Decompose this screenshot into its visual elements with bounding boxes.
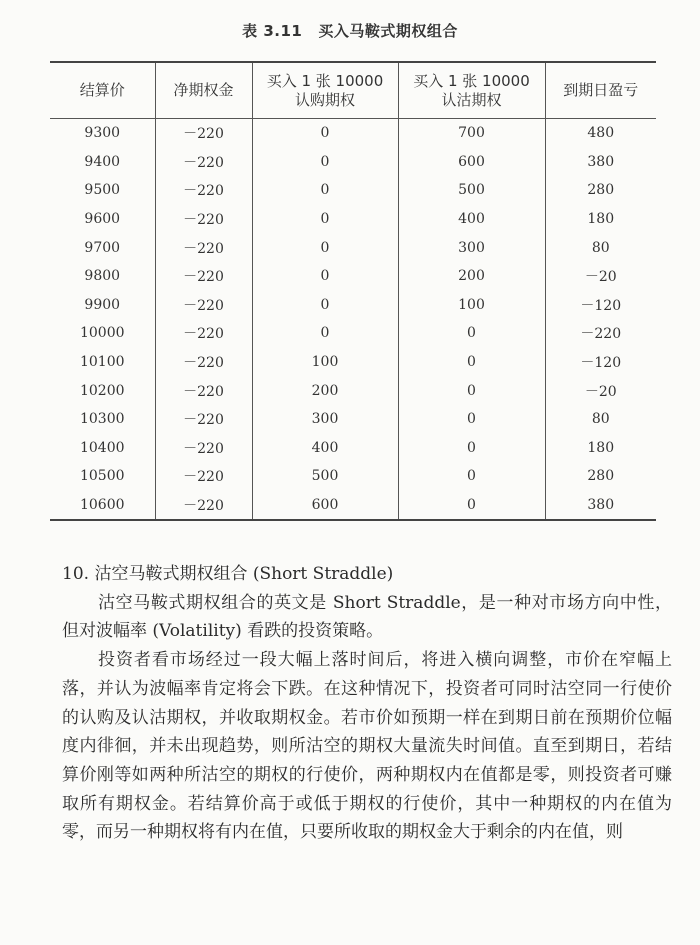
cell-put-value: 700 <box>398 119 545 148</box>
cell-expiry-pnl: 480 <box>545 119 656 148</box>
cell-settlement-price: 9300 <box>84 125 121 142</box>
table-row <box>50 205 656 234</box>
table-row <box>50 405 656 434</box>
cell-call-value: 0 <box>252 291 398 320</box>
cell-expiry-pnl: 280 <box>545 176 656 205</box>
cell-expiry-pnl: 80 <box>545 233 656 262</box>
cell-expiry-pnl: －220 <box>545 319 656 348</box>
cell-net-premium: －220 <box>155 205 252 234</box>
cell-call-value: 0 <box>252 148 398 177</box>
cell-put-value: 0 <box>398 405 545 434</box>
header-expiry-pnl: 到期日盈亏 <box>545 62 656 119</box>
table-row <box>50 176 656 205</box>
table-number: 表 3.11 <box>242 22 303 40</box>
table-header-row <box>50 62 656 119</box>
cell-expiry-pnl: 380 <box>545 491 656 521</box>
cell-net-premium: －220 <box>155 119 252 148</box>
cell-call-value: 0 <box>252 176 398 205</box>
cell-call-value: 400 <box>252 434 398 463</box>
cell-put-value: 400 <box>398 205 545 234</box>
header-buy-put: 买入 1 张 10000 认沽期权 <box>398 62 545 119</box>
cell-settlement-price: 10100 <box>79 354 125 371</box>
cell-expiry-pnl: －20 <box>545 262 656 291</box>
cell-put-value: 300 <box>398 233 545 262</box>
table-row <box>50 491 656 521</box>
cell-net-premium: －220 <box>155 462 252 491</box>
section-heading: 10. 沽空马鞍式期权组合 (Short Straddle) <box>62 564 394 584</box>
table-row <box>50 348 656 377</box>
cell-expiry-pnl: －20 <box>545 376 656 405</box>
header-net-premium: 净期权金 <box>155 62 252 119</box>
cell-expiry-pnl: －120 <box>545 348 656 377</box>
table-row <box>50 291 656 320</box>
table-row <box>50 148 656 177</box>
cell-put-value: 0 <box>398 462 545 491</box>
table-caption <box>0 20 700 41</box>
header-settlement-price: 结算价 <box>50 62 155 119</box>
cell-put-value: 0 <box>398 491 545 521</box>
cell-settlement-price: 9700 <box>84 239 121 256</box>
cell-net-premium: －220 <box>155 434 252 463</box>
section-text <box>62 560 672 847</box>
cell-put-value: 500 <box>398 176 545 205</box>
paragraph: 投资者看市场经过一段大幅上落时间后，将进入横向调整，市价在窄幅上落，并认为波幅率肯定将会下跌。在这种情况下，投资者可同时沽空同一行使价的认购及认沽期权，并收取期权金。若市价如预期一样在到期日前在预期价位幅度内徘徊，并未出现趋势，则所沽空的期权大量流失时间值。直至到期日，若结算价刚等如两种所沽空的期权的行使价，两种期权内在值都是零，则投资者可赚取所有期权金。若结算价高于或低于期权的行使价，其中一种期权的内在值为零，而另一种期权将有内在值，只要所收取的期权金大于剩余的内在值，则 <box>62 650 672 843</box>
cell-put-value: 0 <box>398 348 545 377</box>
cell-call-value: 0 <box>252 119 398 148</box>
cell-put-value: 100 <box>398 291 545 320</box>
straddle-table <box>50 61 656 521</box>
cell-put-value: 0 <box>398 376 545 405</box>
cell-call-value: 0 <box>252 319 398 348</box>
cell-net-premium: －220 <box>155 405 252 434</box>
cell-call-value: 600 <box>252 491 398 521</box>
cell-net-premium: －220 <box>155 148 252 177</box>
paragraph: 沽空马鞍式期权组合的英文是 Short Straddle，是一种对市场方向中性，但对波幅率 (Volatility) 看跌的投资策略。 <box>62 592 672 642</box>
cell-settlement-price: 10600 <box>50 491 155 521</box>
cell-settlement-price: 9400 <box>84 153 121 170</box>
cell-settlement-price: 9800 <box>84 268 121 285</box>
cell-expiry-pnl: －120 <box>545 291 656 320</box>
table-row <box>50 462 656 491</box>
cell-call-value: 300 <box>252 405 398 434</box>
table-row <box>50 119 656 148</box>
cell-call-value: 200 <box>252 376 398 405</box>
cell-call-value: 500 <box>252 462 398 491</box>
cell-net-premium: －220 <box>155 233 252 262</box>
table-row <box>50 233 656 262</box>
table-row <box>50 262 656 291</box>
cell-expiry-pnl: 180 <box>545 434 656 463</box>
cell-put-value: 600 <box>398 148 545 177</box>
cell-expiry-pnl: 280 <box>545 462 656 491</box>
table-row <box>50 434 656 463</box>
cell-expiry-pnl: 380 <box>545 148 656 177</box>
cell-settlement-price: 10000 <box>79 325 125 342</box>
cell-settlement-price: 9900 <box>84 296 121 313</box>
table-row <box>50 319 656 348</box>
cell-net-premium: －220 <box>155 491 252 521</box>
cell-settlement-price: 10400 <box>79 439 125 456</box>
cell-put-value: 200 <box>398 262 545 291</box>
cell-put-value: 0 <box>398 434 545 463</box>
header-buy-call: 买入 1 张 10000 认购期权 <box>252 62 398 119</box>
cell-settlement-price: 10500 <box>79 468 125 485</box>
cell-put-value: 0 <box>398 319 545 348</box>
cell-net-premium: －220 <box>155 319 252 348</box>
cell-net-premium: －220 <box>155 376 252 405</box>
table-title: 买入马鞍式期权组合 <box>318 22 458 40</box>
cell-call-value: 0 <box>252 205 398 234</box>
cell-settlement-price: 9600 <box>84 211 121 228</box>
cell-call-value: 0 <box>252 233 398 262</box>
cell-net-premium: －220 <box>155 291 252 320</box>
cell-call-value: 100 <box>252 348 398 377</box>
cell-expiry-pnl: 180 <box>545 205 656 234</box>
cell-settlement-price: 10200 <box>79 382 125 399</box>
table-body <box>50 119 656 521</box>
cell-net-premium: －220 <box>155 176 252 205</box>
table-row <box>50 376 656 405</box>
cell-settlement-price: 9500 <box>84 182 121 199</box>
cell-net-premium: －220 <box>155 262 252 291</box>
cell-call-value: 0 <box>252 262 398 291</box>
cell-expiry-pnl: 80 <box>545 405 656 434</box>
cell-net-premium: －220 <box>155 348 252 377</box>
cell-settlement-price: 10300 <box>79 411 125 428</box>
